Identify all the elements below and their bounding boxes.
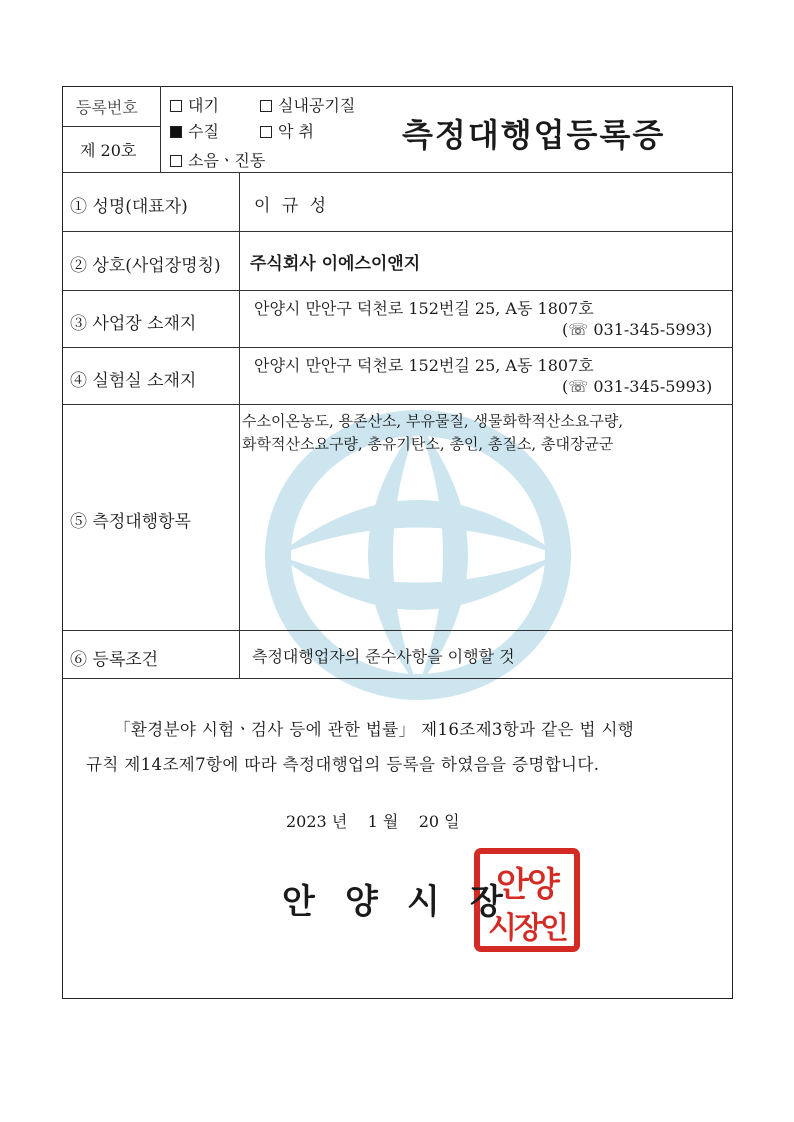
certification-line-2: 규칙 제14조제7항에 따라 측정대행업의 등록을 하였음을 증명합니다.: [86, 755, 600, 774]
issuer-char-3: 시: [407, 882, 440, 922]
checkbox-icon: [260, 100, 272, 112]
checked-checkbox-icon: [170, 126, 182, 138]
reg-number-value: 제 20호: [80, 141, 137, 160]
divider: [239, 172, 240, 678]
certificate-frame: [62, 86, 733, 999]
document-title: 측정대행업등록증: [402, 116, 666, 154]
reg-number-label: 등록번호: [76, 98, 138, 117]
divider: [62, 231, 733, 232]
divider: [62, 347, 733, 348]
svg-text:시장인: 시장인: [488, 911, 566, 946]
category-water: 수질: [170, 119, 219, 142]
divider: [62, 630, 733, 631]
lab-phone-line: (☏ 031-345-5993): [562, 377, 713, 396]
checkbox-icon: [260, 126, 272, 138]
conditions-value: 측정대행업자의 준수사항을 이행할 것: [252, 647, 515, 666]
lab-address: 안양시 만안구 덕천로 152번길 25, A동 1807호: [254, 356, 594, 375]
company-label: ② 상호(사업장명칭): [70, 256, 221, 276]
divider: [62, 290, 733, 291]
checkbox-icon: [170, 100, 182, 112]
office-address: 안양시 만안구 덕천로 152번길 25, A동 1807호: [254, 299, 594, 318]
representative-value: 이 규 성: [254, 196, 330, 216]
issuer-char-2: 양: [345, 882, 378, 922]
issue-date: 2023 년 1 월 20 일: [286, 812, 460, 831]
office-label: ③ 사업장 소재지: [70, 314, 197, 334]
issuer-char-4: 장: [470, 882, 503, 922]
category-air: 대기: [170, 93, 219, 116]
divider: [62, 404, 733, 405]
category-indoor-air: 실내공기질: [260, 93, 355, 116]
telephone-icon: ☏: [568, 320, 589, 339]
divider: [62, 678, 733, 679]
lab-label: ④ 실험실 소재지: [70, 371, 197, 391]
items-line-1: 수소이온농도, 용존산소, 부유물질, 생물화학적산소요구량,: [242, 412, 624, 430]
svg-text:안양: 안양: [496, 865, 558, 905]
checkbox-icon: [170, 155, 182, 167]
conditions-label: ⑥ 등록조건: [70, 650, 159, 670]
certification-line-1: 「환경분야 시험ㆍ검사 등에 관한 법률」 제16조제3항과 같은 법 시행: [114, 720, 635, 739]
category-odor: 악 취: [260, 119, 314, 142]
category-noise-vibration: 소음ㆍ진동: [170, 148, 265, 171]
divider: [62, 172, 733, 173]
issuer-char-1: 안: [282, 882, 315, 922]
office-phone-line: (☏ 031-345-5993): [562, 320, 713, 339]
representative-label: ① 성명(대표자): [70, 197, 188, 217]
divider: [160, 86, 161, 172]
divider: [62, 126, 160, 127]
company-value: 주식회사 이에스이앤지: [250, 254, 421, 274]
telephone-icon: ☏: [568, 377, 589, 396]
items-line-2: 화학적산소요구량, 총유기탄소, 총인, 총질소, 총대장균군: [242, 435, 614, 453]
items-label: ⑤ 측정대행항목: [70, 512, 191, 532]
